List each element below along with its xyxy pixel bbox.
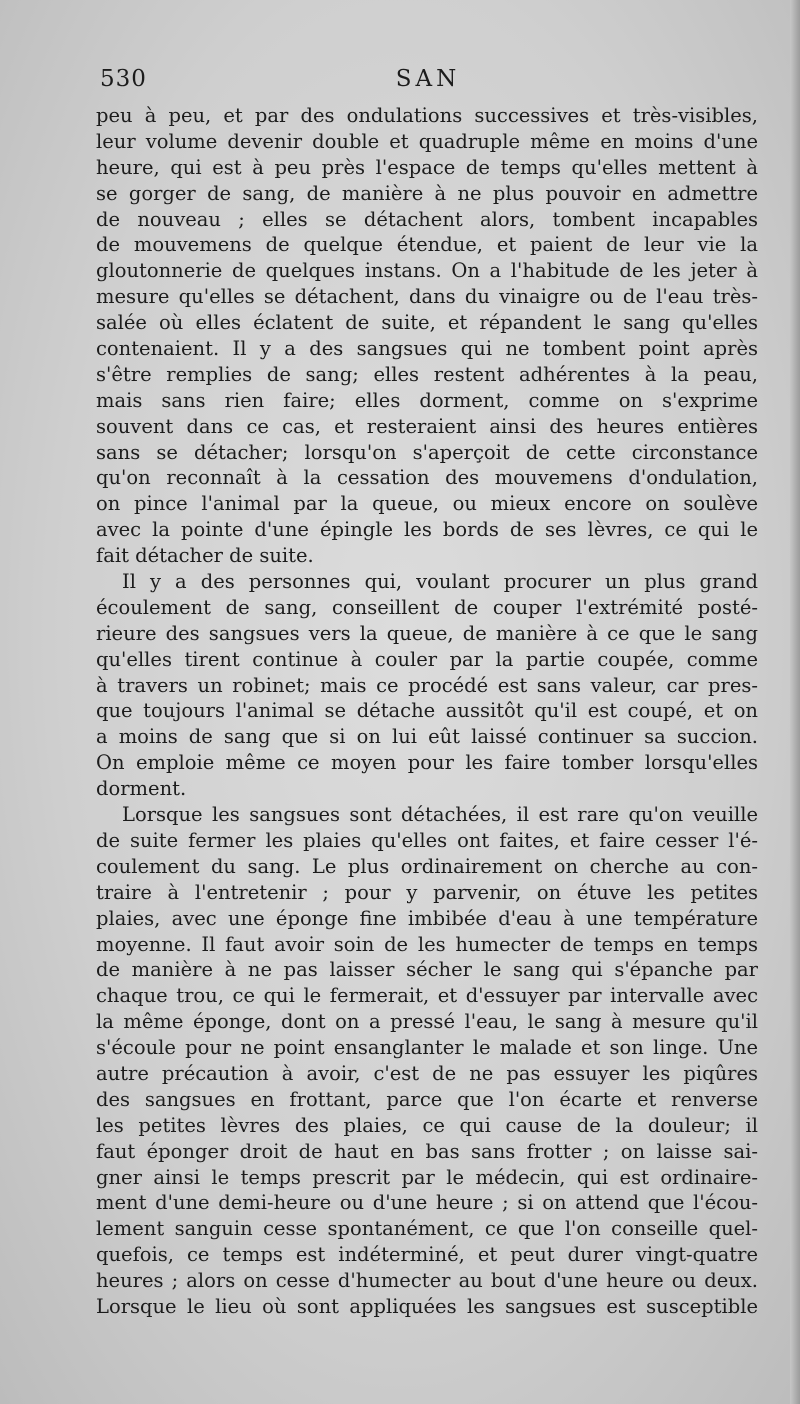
- text-line: s'être remplies de sang; elles restent adhérentes à la peau,: [96, 362, 758, 386]
- text-line: se gorger de sang, de manière à ne plus pouvoir en admettre: [96, 181, 758, 205]
- text-line: de suite fermer les plaies qu'elles ont faites, et faire cesser l'é-: [96, 828, 758, 852]
- text-line: qu'on reconnaît à la cessation des mouvemens d'ondulation,: [96, 466, 758, 490]
- text-line: peu à peu, et par des ondulations successives et très-visibles,: [96, 104, 758, 127]
- text-line: de nouveau ; elles se détachent alors, tombent incapables: [96, 207, 758, 231]
- page-number: 530: [100, 66, 147, 92]
- text-line: que toujours l'animal se détache aussitôt qu'il est coupé, et on: [96, 699, 758, 723]
- text-line: à travers un robinet; mais ce procédé est sans valeur, car pres-: [96, 673, 758, 697]
- text-line: Lorsque les sangsues sont détachées, il est rare qu'on veuille: [122, 803, 758, 827]
- text-line: moyenne. Il faut avoir soin de les humecter de temps en temps: [96, 932, 758, 956]
- text-line: autre précaution à avoir, c'est de ne pas essuyer les piqûres: [96, 1061, 758, 1085]
- text-line: rieure des sangsues vers la queue, de manière à ce que le sang: [96, 621, 758, 645]
- running-head: SAN: [395, 66, 461, 92]
- text-line: des sangsues en frottant, parce que l'on écarte et renverse: [96, 1087, 758, 1111]
- text-line: s'écoule pour ne point ensanglanter le malade et son linge. Une: [96, 1036, 758, 1060]
- text-line: contenaient. Il y a des sangsues qui ne tombent point après: [96, 337, 758, 361]
- text-line: écoulement de sang, conseillent de couper l'extrémité posté-: [96, 595, 758, 619]
- paragraph: [96, 569, 758, 802]
- text-line: leur volume devenir double et quadruple même en moins d'une: [96, 129, 758, 153]
- text-line: sans se détacher; lorsqu'on s'aperçoit de cette circonstance: [96, 440, 758, 464]
- text-line: faut éponger droit de haut en bas sans frotter ; on laisse sai-: [96, 1139, 758, 1163]
- text-line: dorment.: [96, 777, 187, 801]
- text-line: mais sans rien faire; elles dorment, comme on s'exprime: [96, 388, 758, 412]
- text-line: avec la pointe d'une épingle les bords de ses lèvres, ce qui le: [96, 518, 758, 542]
- text-line: de manière à ne pas laisser sécher le sang qui s'épanche par: [96, 958, 758, 982]
- text-line: Il y a des personnes qui, voulant procurer un plus grand: [122, 570, 758, 594]
- text-line: coulement du sang. Le plus ordinairement on cherche au con-: [96, 854, 758, 878]
- text-line: heures ; alors on cesse d'humecter au bout d'une heure ou deux.: [96, 1269, 758, 1293]
- text-line: heure, qui est à peu près l'espace de temps qu'elles mettent à: [96, 155, 758, 179]
- text-line: de mouvemens de quelque étendue, et paient de leur vie la: [96, 233, 758, 257]
- text-line: lement sanguin cesse spontanément, ce que l'on conseille quel-: [96, 1217, 758, 1241]
- page-edge-shadow: [790, 0, 800, 1404]
- text-line: a moins de sang que si on lui eût laissé continuer sa succion.: [96, 725, 758, 749]
- text-line: On emploie même ce moyen pour les faire tomber lorsqu'elles: [96, 751, 758, 775]
- text-line: traire à l'entretenir ; pour y parvenir, on étuve les petites: [96, 880, 758, 904]
- text-line: les petites lèvres des plaies, ce qui cause de la douleur; il: [96, 1113, 758, 1137]
- text-line: fait détacher de suite.: [96, 544, 314, 568]
- text-line: qu'elles tirent continue à couler par la partie coupée, comme: [96, 647, 758, 671]
- body-text: [96, 103, 758, 1320]
- paragraph: [96, 802, 758, 1320]
- text-line: salée où elles éclatent de suite, et répandent le sang qu'elles: [96, 311, 758, 335]
- text-line: gloutonnerie de quelques instans. On a l'habitude de les jeter à: [96, 259, 758, 283]
- text-line: la même éponge, dont on a pressé l'eau, le sang à mesure qu'il: [96, 1010, 758, 1034]
- text-line: quefois, ce temps est indéterminé, et peut durer vingt-quatre: [96, 1243, 758, 1267]
- text-line: ment d'une demi-heure ou d'une heure ; si on attend que l'écou-: [96, 1191, 758, 1215]
- text-line: souvent dans ce cas, et resteraient ainsi des heures entières: [96, 414, 758, 438]
- text-line: plaies, avec une éponge fine imbibée d'eau à une température: [96, 906, 758, 930]
- text-line: chaque trou, ce qui le fermerait, et d'essuyer par intervalle avec: [96, 984, 758, 1008]
- page-header: [100, 66, 756, 96]
- text-line: mesure qu'elles se détachent, dans du vinaigre ou de l'eau très-: [96, 285, 758, 309]
- text-line: on pince l'animal par la queue, ou mieux encore on soulève: [96, 492, 758, 516]
- text-line: gner ainsi le temps prescrit par le médecin, qui est ordinaire-: [96, 1165, 758, 1189]
- paragraph: [96, 103, 758, 569]
- text-line: Lorsque le lieu où sont appliquées les sangsues est susceptible: [96, 1294, 758, 1318]
